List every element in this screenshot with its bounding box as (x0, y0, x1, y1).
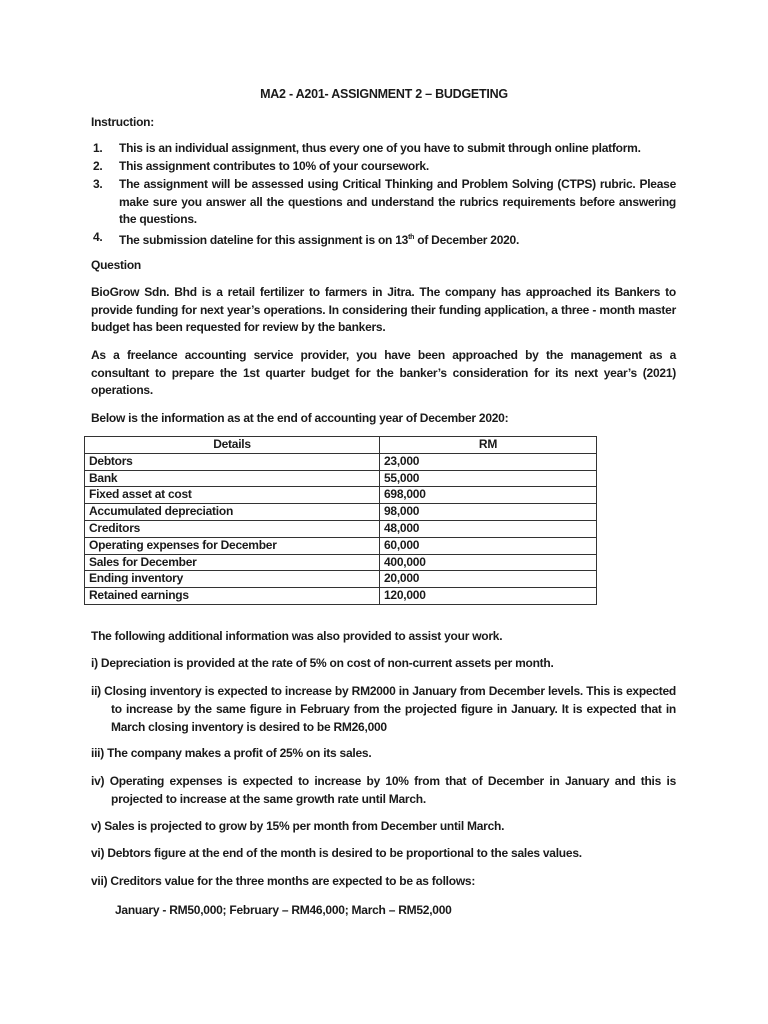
paragraph: Below is the information as at the end of accounting year of December 2020: (91, 411, 509, 425)
text-part: The submission dateline for this assignment is on 13 (119, 233, 409, 247)
amount-cell: 23,000 (380, 453, 597, 470)
balances-table (84, 436, 597, 605)
document-title: MA2 - A201- ASSIGNMENT 2 – BUDGETING (260, 87, 508, 101)
detail-cell: Sales for December (85, 554, 380, 571)
instruction-item (91, 229, 676, 250)
amount-cell: 60,000 (380, 537, 597, 554)
additional-item: iv) Operating expenses is expected to increase by 10% from that of December in January and this is projected to increase at the same growth rate until March. (91, 774, 676, 806)
table-row (85, 588, 597, 605)
detail-cell: Fixed asset at cost (85, 487, 380, 504)
column-header: RM (380, 437, 597, 454)
detail-cell: Ending inventory (85, 571, 380, 588)
paragraph: As a freelance accounting service provider, you have been approached by the management as a consultant to prepare the 1st quarter budget for the banker’s consideration for its next year’s (2021) operations. (91, 348, 676, 398)
amount-cell: 55,000 (380, 470, 597, 487)
table-row (85, 487, 597, 504)
creditors-schedule: January - RM50,000; February – RM46,000; March – RM52,000 (115, 903, 452, 917)
additional-item: i) Depreciation is provided at the rate of 5% on cost of non-current assets per month. (91, 656, 554, 670)
additional-item: iii) The company makes a profit of 25% on its sales. (91, 746, 372, 760)
amount-cell: 698,000 (380, 487, 597, 504)
item-number: 2. (93, 159, 103, 173)
question-heading: Question (91, 258, 142, 272)
table-row (85, 571, 597, 588)
table-row (85, 520, 597, 537)
item-text: This assignment contributes to 10% of your coursework. (119, 159, 429, 173)
additional-item: vii) Creditors value for the three months are expected to be as follows: (91, 874, 476, 888)
table-row (85, 554, 597, 571)
detail-cell: Retained earnings (85, 588, 380, 605)
table-row (85, 470, 597, 487)
detail-cell: Debtors (85, 453, 380, 470)
item-text: The assignment will be assessed using Critical Thinking and Problem Solving (CTPS) rubric. Please make sure you answer all the questions and understand the rubrics requirements before answering the questions. (119, 177, 676, 227)
item-text (119, 229, 676, 250)
amount-cell: 48,000 (380, 520, 597, 537)
additional-intro: The following additional information was also provided to assist your work. (91, 629, 503, 643)
detail-cell: Bank (85, 470, 380, 487)
superscript: th (408, 234, 415, 241)
table-row (85, 537, 597, 554)
instruction-item (91, 176, 676, 229)
instruction-item (91, 140, 676, 158)
amount-cell: 20,000 (380, 571, 597, 588)
amount-cell: 98,000 (380, 504, 597, 521)
table-row (85, 504, 597, 521)
table-row (85, 453, 597, 470)
item-number: 3. (93, 177, 103, 191)
additional-item: v) Sales is projected to grow by 15% per month from December until March. (91, 819, 505, 833)
item-text: This is an individual assignment, thus every one of you have to submit through online platform. (119, 141, 641, 155)
detail-cell: Accumulated depreciation (85, 504, 380, 521)
text-part: of December 2020. (414, 233, 520, 247)
detail-cell: Operating expenses for December (85, 537, 380, 554)
instruction-heading: Instruction: (91, 115, 154, 129)
item-number: 1. (93, 141, 103, 155)
instruction-item (91, 158, 676, 176)
paragraph: BioGrow Sdn. Bhd is a retail fertilizer to farmers in Jitra. The company has approached its Bankers to provide funding for next year’s operations. In considering their funding application, a three - month master budget has been requested for review by the bankers. (91, 285, 676, 335)
additional-item: ii) Closing inventory is expected to increase by RM2000 in January from December levels. This is expected to increase by the same figure in February from the projected figure in January. It is expected that in March closing inventory is desired to be RM26,000 (91, 684, 676, 734)
column-header: Details (85, 437, 380, 454)
amount-cell: 120,000 (380, 588, 597, 605)
amount-cell: 400,000 (380, 554, 597, 571)
additional-item: vi) Debtors figure at the end of the month is desired to be proportional to the sales values. (91, 846, 582, 860)
table-header-row (85, 437, 597, 454)
item-number: 4. (93, 230, 103, 244)
detail-cell: Creditors (85, 520, 380, 537)
